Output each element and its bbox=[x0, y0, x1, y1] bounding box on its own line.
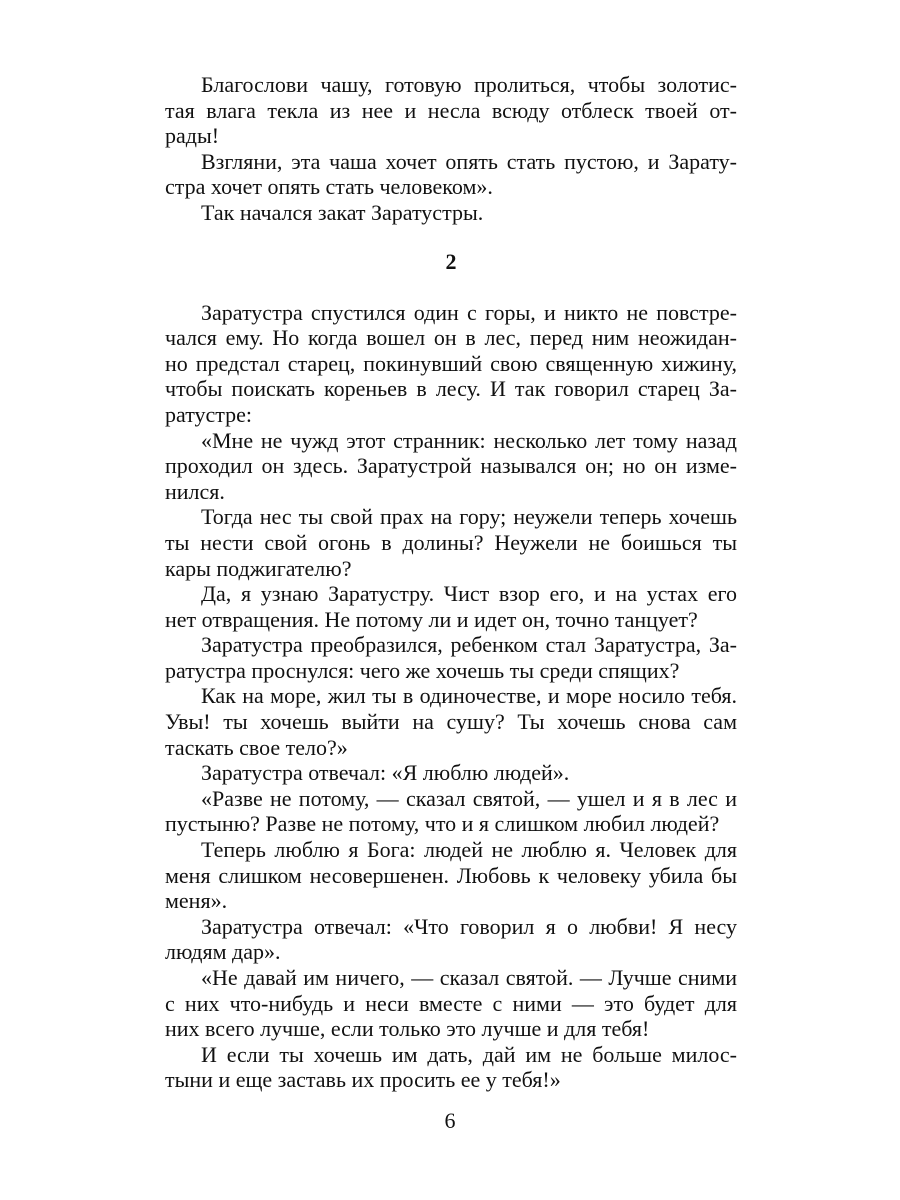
text-line: чался ему. Но когда вошел он в лес, перед ним неожидан- bbox=[165, 325, 737, 351]
paragraph bbox=[165, 428, 737, 505]
text-line: ты нести свой огонь в долины? Неужели не боишься ты bbox=[165, 529, 737, 555]
paragraph bbox=[165, 200, 737, 226]
text-line: стра хочет опять стать человеком». bbox=[165, 174, 493, 200]
text-line: рады! bbox=[165, 123, 220, 149]
text-line: Заратустра преобразился, ребенком стал Заратустра, За- bbox=[201, 632, 737, 658]
text-line: тая влага текла из нее и несла всюду отблеск твоей от- bbox=[165, 97, 737, 123]
text-line: «Не давай им ничего, — сказал святой. — Лучше сними bbox=[201, 965, 737, 990]
paragraph bbox=[165, 149, 737, 200]
paragraph bbox=[165, 1042, 737, 1093]
text-line: проходил он здесь. Заратустрой назывался он; но он изме- bbox=[165, 453, 737, 479]
text-line: тыни и еще заставь их просить ее у тебя!» bbox=[165, 1067, 561, 1093]
paragraph bbox=[165, 837, 737, 914]
text-line: ратустра проснулся: чего же хочешь ты среди спящих? bbox=[165, 657, 680, 683]
paragraph bbox=[165, 914, 737, 965]
paragraph bbox=[165, 632, 737, 683]
paragraph bbox=[165, 504, 737, 581]
paragraph bbox=[165, 72, 737, 149]
paragraph bbox=[165, 965, 737, 1042]
text-line: но предстал старец, покинувший свою священную хижину, bbox=[165, 350, 737, 376]
text-line: «Мне не чужд этот странник: несколько лет тому назад bbox=[201, 427, 737, 453]
text-block-before bbox=[165, 72, 737, 226]
text-line: Взгляни, эта чаша хочет опять стать пустою, и Зарату- bbox=[201, 148, 737, 174]
text-line: с них что-нибудь и неси вместе с ними — это будет для bbox=[165, 990, 737, 1016]
text-line: Заратустра спустился один с горы, и никто не повстре- bbox=[201, 299, 737, 325]
text-line: Благослови чашу, готовую пролиться, чтобы золотис- bbox=[201, 72, 737, 97]
text-line: пустыню? Разве не потому, что и я слишком любил людей? bbox=[165, 811, 720, 837]
text-line: меня». bbox=[165, 888, 228, 914]
text-line: чтобы поискать кореньев в лесу. И так говорил старец За- bbox=[165, 376, 737, 402]
text-line: таскать свое тело?» bbox=[165, 734, 348, 760]
paragraph bbox=[165, 786, 737, 837]
section-number: 2 bbox=[445, 248, 457, 274]
text-line: Да, я узнаю Заратустру. Чист взор его, и на устах его bbox=[201, 581, 737, 607]
paragraph bbox=[165, 760, 737, 786]
text-line: нился. bbox=[165, 478, 225, 504]
text-line: «Разве не потому, — сказал святой, — ушел и я в лес и bbox=[201, 785, 737, 811]
text-line: Заратустра отвечал: «Я люблю людей». bbox=[201, 760, 570, 786]
text-line: ратустре: bbox=[165, 401, 253, 427]
paragraph bbox=[165, 300, 737, 428]
text-line: кары поджигателю? bbox=[165, 555, 352, 581]
text-line: Заратустра отвечал: «Что говорил я о любви! Я несу bbox=[201, 913, 737, 939]
paragraph bbox=[165, 581, 737, 632]
text-line: них всего лучше, если только это лучше и для тебя! bbox=[165, 1016, 650, 1042]
paragraph bbox=[165, 683, 737, 760]
text-line: Так начался закат Заратустры. bbox=[201, 199, 484, 225]
text-line: Как на море, жил ты в одиночестве, и море носило тебя. bbox=[201, 683, 737, 709]
text-block-after bbox=[165, 300, 737, 1093]
text-line: меня слишком несовершенен. Любовь к человеку убила бы bbox=[165, 862, 737, 888]
page-number: 6 bbox=[444, 1108, 456, 1133]
text-line: Тогда нес ты свой прах на гору; неужели теперь хочешь bbox=[201, 504, 737, 530]
text-line: нет отвращения. Не потому ли и идет он, точно танцует? bbox=[165, 606, 698, 632]
text-line: людям дар». bbox=[165, 939, 281, 965]
page-body bbox=[165, 72, 737, 1093]
text-line: Увы! ты хочешь выйти на сушу? Ты хочешь снова сам bbox=[165, 709, 737, 735]
text-line: И если ты хочешь им дать, дай им не больше милос- bbox=[201, 1041, 737, 1067]
text-line: Теперь люблю я Бога: людей не люблю я. Человек для bbox=[201, 837, 737, 863]
